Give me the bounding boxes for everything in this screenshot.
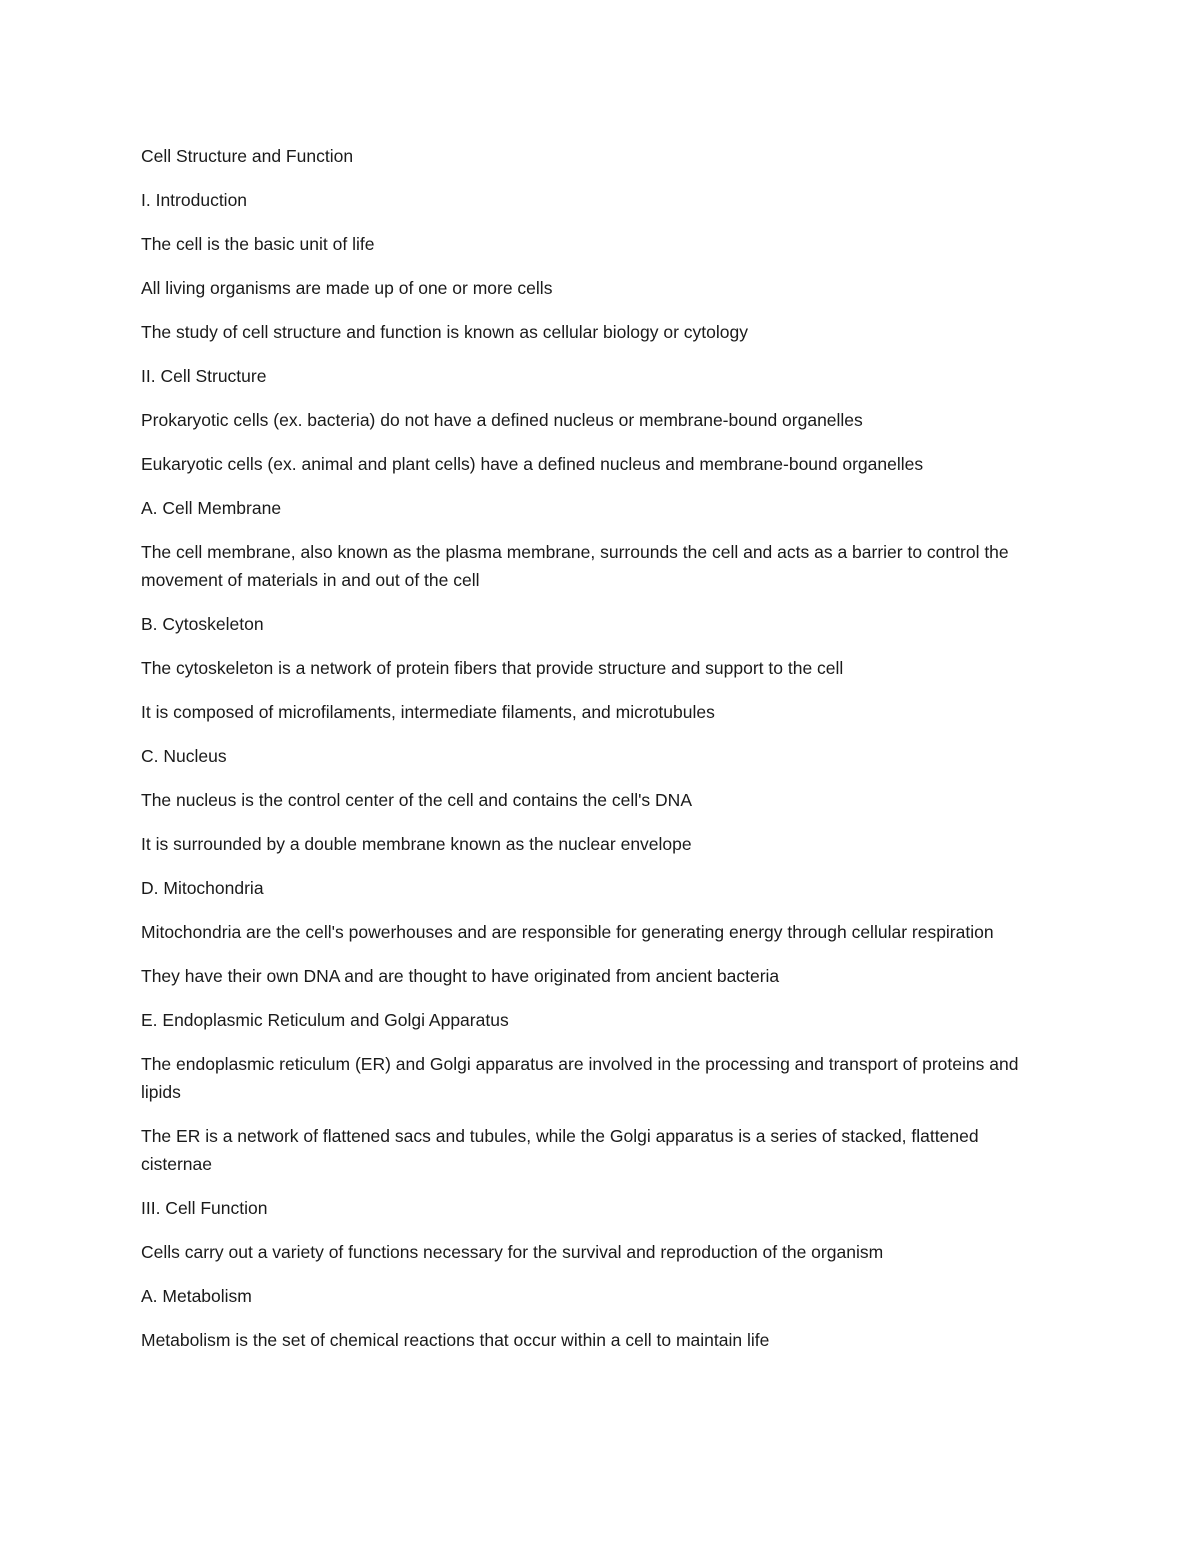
- body-paragraph: All living organisms are made up of one or more cells: [141, 278, 553, 298]
- body-paragraph: Mitochondria are the cell's powerhouses and are responsible for generating energy through cellular respiration: [141, 922, 994, 942]
- subsection-heading: A. Metabolism: [141, 1286, 252, 1306]
- body-paragraph: The cell membrane, also known as the plasma membrane, surrounds the cell and acts as a barrier to control the movement of materials in and out of the cell: [141, 542, 1009, 590]
- body-paragraph: Cells carry out a variety of functions necessary for the survival and reproduction of the organism: [141, 1242, 884, 1262]
- subsection-heading: E. Endoplasmic Reticulum and Golgi Apparatus: [141, 1010, 509, 1030]
- body-paragraph: The study of cell structure and function is known as cellular biology or cytology: [141, 322, 748, 342]
- document-body: [141, 142, 1041, 1370]
- body-paragraph: Prokaryotic cells (ex. bacteria) do not have a defined nucleus or membrane-bound organelles: [141, 410, 863, 430]
- body-paragraph: The endoplasmic reticulum (ER) and Golgi apparatus are involved in the processing and transport of proteins and lipids: [141, 1054, 1019, 1102]
- body-paragraph: The cytoskeleton is a network of protein fibers that provide structure and support to the cell: [141, 658, 844, 678]
- body-paragraph: They have their own DNA and are thought to have originated from ancient bacteria: [141, 966, 780, 986]
- body-paragraph: Metabolism is the set of chemical reactions that occur within a cell to maintain life: [141, 1330, 770, 1350]
- body-paragraph: Eukaryotic cells (ex. animal and plant cells) have a defined nucleus and membrane-bound organelles: [141, 454, 924, 474]
- subsection-heading: A. Cell Membrane: [141, 498, 282, 518]
- body-paragraph: The cell is the basic unit of life: [141, 234, 375, 254]
- subsection-heading: D. Mitochondria: [141, 878, 264, 898]
- body-paragraph: It is surrounded by a double membrane known as the nuclear envelope: [141, 834, 692, 854]
- section-heading: III. Cell Function: [141, 1198, 268, 1218]
- subsection-heading: B. Cytoskeleton: [141, 614, 264, 634]
- body-paragraph: The ER is a network of flattened sacs and tubules, while the Golgi apparatus is a series of stacked, flattened cisternae: [141, 1126, 979, 1174]
- body-paragraph: It is composed of microfilaments, intermediate filaments, and microtubules: [141, 702, 715, 722]
- section-heading: I. Introduction: [141, 190, 248, 210]
- body-paragraph: The nucleus is the control center of the cell and contains the cell's DNA: [141, 790, 692, 810]
- subsection-heading: C. Nucleus: [141, 746, 227, 766]
- section-heading: II. Cell Structure: [141, 366, 267, 386]
- document-title: Cell Structure and Function: [141, 146, 354, 166]
